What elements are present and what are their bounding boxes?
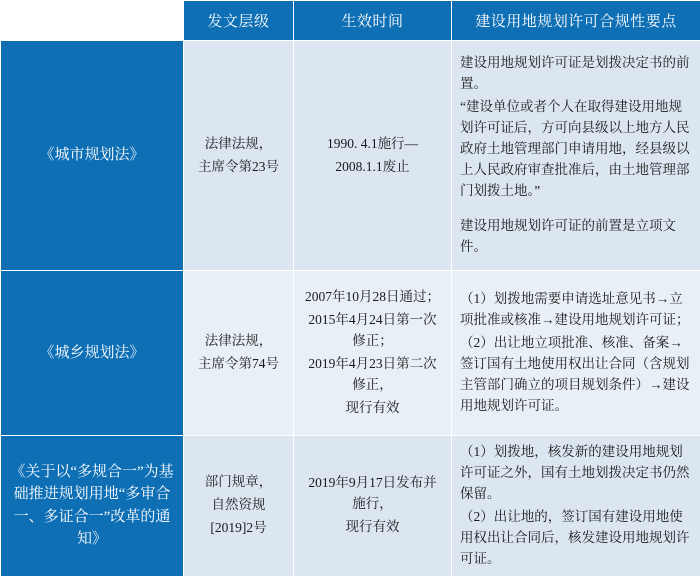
point-line: （1）划拨地，核发新的建设用地规划许可证之外，国有土地划拨决定书仍然保留。 [460,442,692,505]
point-line: 建设用地规划许可证的前置是立项文件。 [460,216,692,258]
effective-line: 2007年10月28日通过； [302,287,443,308]
level-line: 法律法规， [192,331,285,352]
table-row [1,271,700,436]
row-title-cell: 《城市规划法》 [1,41,184,271]
level-line: 主席令第23号 [192,157,285,178]
row-points-cell [452,271,700,436]
table-header-row [1,1,700,41]
row-level-cell [184,436,294,577]
level-line: 部门规章， [192,472,285,493]
header-cell-effective: 生效时间 [294,1,452,41]
row-points-cell [452,436,700,577]
header-cell-points: 建设用地规划许可合规性要点 [452,1,700,41]
effective-line: 现行有效 [302,517,443,538]
effective-line: 2015年4月24日第一次修正； [302,310,443,352]
row-effective-cell [294,41,452,271]
effective-line: 1990. 4.1施行— [302,134,443,155]
effective-line: 2019年4月23日第二次修正， [302,354,443,396]
point-line: “建设单位或者个人在取得建设用地规划许可证后，方可向县级以上地方人民政府土地管理部门申请用地，经县级以上人民政府审查批准后，由土地管理部门划拨土地。” [460,97,692,202]
header-cell-blank [1,1,184,41]
row-level-cell [184,41,294,271]
effective-line: 2008.1.1废止 [302,157,443,178]
point-line: 建设用地规划许可证是划拨决定书的前置。 [460,53,692,95]
table-row [1,436,700,577]
point-line: （2）出让地立项批准、核准、备案→签订国有土地使用权出让合同（含规划主管部门确立的项目规划条件）→建设用地规划许可证。 [460,333,692,417]
row-title-cell: 《城乡规划法》 [1,271,184,436]
point-line: （1）划拨地需要申请选址意见书→立项批准或核准→建设用地规划许可证； [460,289,692,331]
table-row [1,41,700,271]
point-spacer [460,204,692,214]
row-effective-cell [294,271,452,436]
level-line: 主席令第74号 [192,354,285,375]
level-line: 法律法规， [192,134,285,155]
row-effective-cell [294,436,452,577]
point-line: （2）出让地的，签订国有建设用地使用权出让合同后，核发建设用地规划许可证。 [460,507,692,570]
effective-line: 2019年9月17日发布并施行， [302,473,443,515]
level-line: 自然资规 [192,495,285,516]
row-level-cell [184,271,294,436]
header-cell-level: 发文层级 [184,1,294,41]
level-line: [2019]2号 [192,518,285,539]
row-title-cell: 《关于以“多规合一”为基础推进规划用地“多审合一、多证合一”改革的通知》 [1,436,184,577]
effective-line: 现行有效 [302,398,443,419]
row-points-cell [452,41,700,271]
